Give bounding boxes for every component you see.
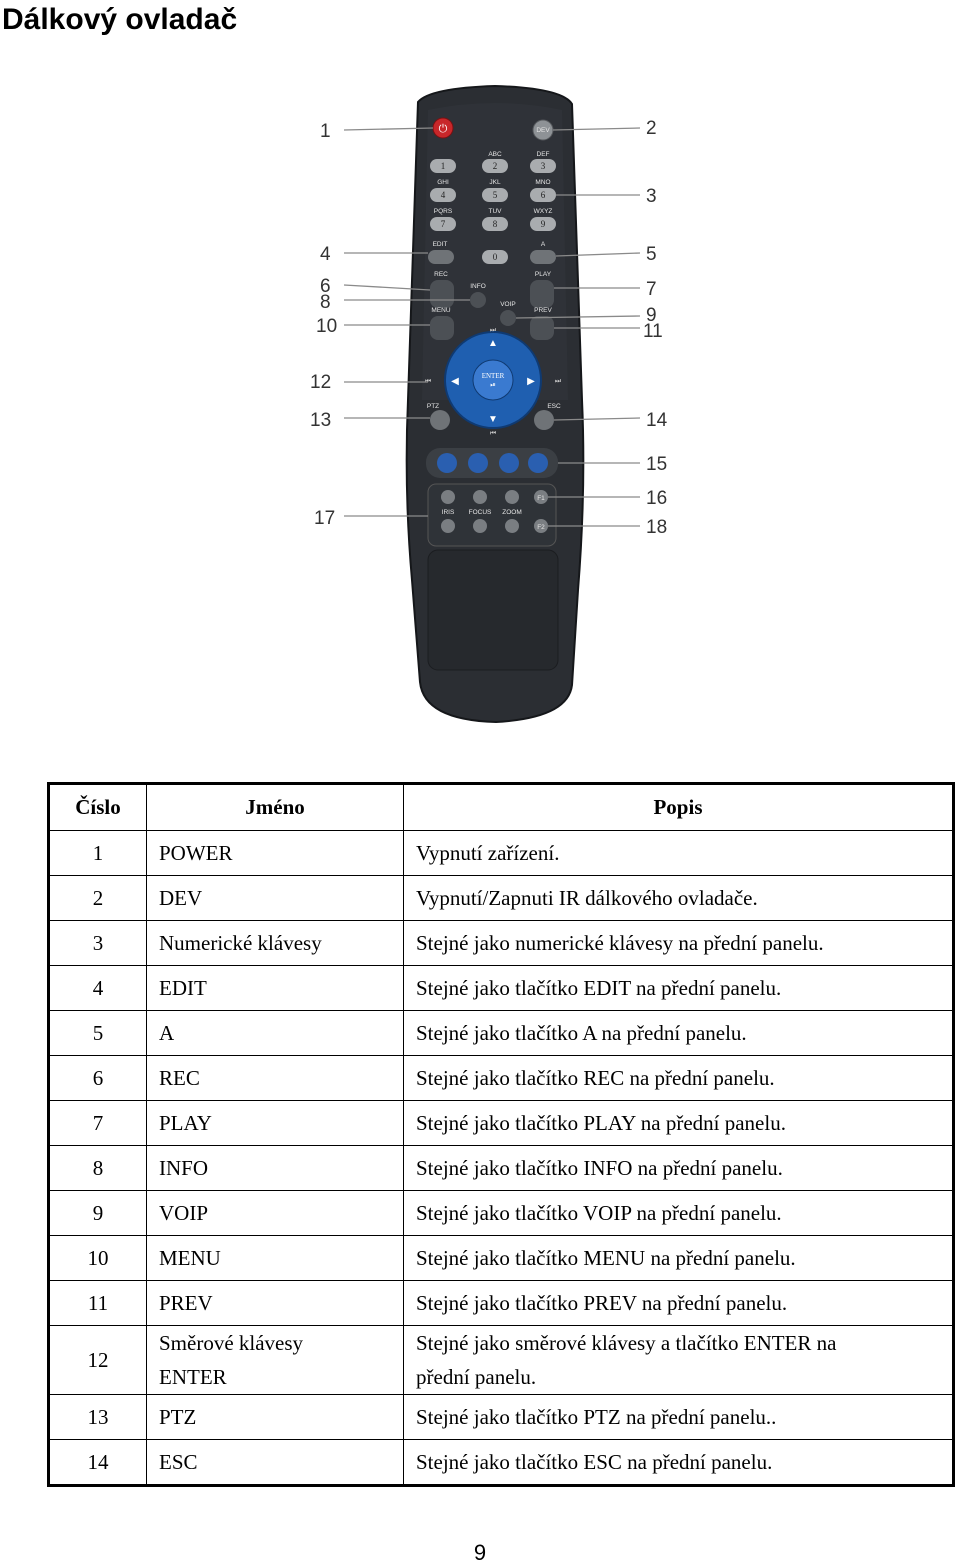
svg-text:TUV: TUV (488, 208, 502, 215)
voip-button[interactable] (500, 310, 516, 326)
page-title: Dálkový ovladač (2, 3, 238, 36)
svg-text:15: 15 (646, 454, 668, 475)
svg-text:ABC: ABC (488, 151, 502, 158)
row-name: Numerické klávesy (147, 921, 404, 966)
row-name: VOIP (147, 1191, 404, 1236)
menu-button[interactable] (430, 316, 454, 340)
arrow-left-icon: ◀ (451, 376, 459, 387)
focus-minus-button[interactable] (473, 519, 487, 533)
svg-text:GHI: GHI (437, 179, 449, 186)
svg-text:F1: F1 (537, 495, 545, 502)
row-number: 4 (49, 966, 147, 1011)
table-row (49, 1146, 954, 1191)
row-description: Stejné jako tlačítko MENU na přední panelu. (404, 1236, 954, 1281)
row-number: 8 (49, 1146, 147, 1191)
row-description: Stejné jako numerické klávesy na přední panelu. (404, 921, 954, 966)
play-button[interactable] (530, 280, 554, 308)
zoom-plus-button[interactable] (505, 490, 519, 504)
svg-text:⏮: ⏮ (489, 429, 497, 437)
table-row (49, 1440, 954, 1486)
svg-text:2: 2 (646, 118, 657, 139)
arrow-down-icon: ▼ (488, 414, 498, 425)
row-number: 13 (49, 1395, 147, 1440)
svg-text:6: 6 (540, 190, 546, 200)
svg-text:MNO: MNO (535, 179, 551, 186)
row-description: Stejné jako tlačítko REC na přední panelu. (404, 1056, 954, 1101)
row-description: Stejné jako tlačítko VOIP na přední panelu. (404, 1191, 954, 1236)
table-row (49, 1395, 954, 1440)
row-name: INFO (147, 1146, 404, 1191)
row-number: 14 (49, 1440, 147, 1486)
svg-text:⏮: ⏮ (424, 377, 432, 385)
table-row (49, 1011, 954, 1056)
svg-text:VOIP: VOIP (500, 301, 516, 308)
row-description-line: Stejné jako směrové klávesy a tlačítko ENTER na (416, 1331, 837, 1355)
arrow-up-icon: ▲ (488, 338, 498, 349)
svg-text:REC: REC (434, 271, 448, 278)
col-header-description: Popis (404, 784, 954, 831)
a-button[interactable] (530, 250, 556, 264)
svg-text:9: 9 (646, 305, 657, 326)
row-description: Stejné jako tlačítko PLAY na přední panelu. (404, 1101, 954, 1146)
button-description-table (47, 782, 955, 1487)
row-name: PTZ (147, 1395, 404, 1440)
svg-text:JKL: JKL (489, 179, 501, 186)
svg-text:INFO: INFO (470, 283, 486, 290)
zoom-minus-button[interactable] (505, 519, 519, 533)
row-name: ESC (147, 1440, 404, 1486)
svg-text:18: 18 (646, 517, 668, 538)
table-row (49, 1101, 954, 1146)
svg-text:16: 16 (646, 488, 668, 509)
table-row (49, 921, 954, 966)
svg-text:MENU: MENU (431, 307, 451, 314)
row-number: 10 (49, 1236, 147, 1281)
svg-text:PREV: PREV (534, 307, 552, 314)
svg-text:⏭: ⏭ (489, 326, 497, 334)
svg-text:PLAY: PLAY (534, 271, 552, 278)
svg-text:4: 4 (440, 190, 446, 200)
row-description: Stejné jako tlačítko A na přední panelu. (404, 1011, 954, 1056)
row-name: PLAY (147, 1101, 404, 1146)
row-number: 7 (49, 1101, 147, 1146)
row-description-line: přední panelu. (416, 1365, 537, 1389)
stop-button[interactable] (468, 453, 488, 473)
svg-text:EDIT: EDIT (432, 241, 448, 248)
svg-text:ENTER: ENTER (481, 372, 505, 380)
svg-text:IRIS: IRIS (441, 509, 455, 516)
svg-text:7: 7 (646, 279, 657, 300)
rewind-button[interactable] (437, 453, 457, 473)
row-name: REC (147, 1056, 404, 1101)
mute-button[interactable] (499, 453, 519, 473)
prev-button[interactable] (530, 316, 554, 340)
svg-text:PTZ: PTZ (426, 403, 440, 410)
row-description: Stejné jako tlačítko EDIT na přední panelu. (404, 966, 954, 1011)
svg-text:2: 2 (492, 161, 498, 171)
svg-text:5: 5 (492, 190, 498, 200)
table-row (49, 1236, 954, 1281)
svg-text:10: 10 (316, 316, 338, 337)
row-name (147, 1326, 404, 1395)
svg-text:1: 1 (320, 121, 331, 142)
page-number: 9 (473, 1540, 487, 1565)
esc-button[interactable] (534, 410, 554, 430)
table-header-row (49, 784, 954, 831)
row-number: 9 (49, 1191, 147, 1236)
table-row (49, 1056, 954, 1101)
svg-text:17: 17 (314, 508, 336, 529)
focus-plus-button[interactable] (473, 490, 487, 504)
row-description (404, 1326, 954, 1395)
row-name: EDIT (147, 966, 404, 1011)
svg-text:DEV: DEV (536, 127, 550, 134)
row-name-line: ENTER (159, 1365, 227, 1389)
row-name: DEV (147, 876, 404, 921)
row-number: 3 (49, 921, 147, 966)
row-number: 1 (49, 831, 147, 876)
table-row (49, 1281, 954, 1326)
col-header-name: Jméno (147, 784, 404, 831)
table-row (49, 876, 954, 921)
row-description: Vypnutí zařízení. (404, 831, 954, 876)
svg-text:DEF: DEF (536, 151, 550, 158)
svg-text:0: 0 (492, 252, 498, 262)
svg-text:⏯: ⏯ (490, 381, 496, 389)
svg-text:8: 8 (492, 219, 498, 229)
col-header-number: Číslo (49, 784, 147, 831)
row-description: Stejné jako tlačítko INFO na přední panelu. (404, 1146, 954, 1191)
svg-text:12: 12 (310, 372, 332, 393)
svg-text:⏻: ⏻ (438, 122, 448, 135)
remote-control-figure (300, 70, 690, 740)
row-name: A (147, 1011, 404, 1056)
ptz-button[interactable] (430, 410, 450, 430)
row-name: PREV (147, 1281, 404, 1326)
svg-text:F2: F2 (537, 524, 545, 531)
info-button[interactable] (470, 292, 486, 308)
svg-text:WXYZ: WXYZ (533, 208, 553, 215)
svg-text:PQRS: PQRS (433, 208, 453, 215)
svg-text:13: 13 (310, 410, 332, 431)
svg-text:4: 4 (320, 244, 331, 265)
svg-text:FOCUS: FOCUS (468, 509, 492, 516)
svg-text:1: 1 (440, 161, 446, 171)
svg-text:⏭: ⏭ (554, 377, 562, 385)
svg-text:11: 11 (643, 321, 663, 342)
svg-text:9: 9 (540, 219, 546, 229)
edit-button[interactable] (428, 250, 454, 264)
rec-button[interactable] (430, 280, 454, 308)
svg-text:7: 7 (440, 219, 446, 229)
svg-text:3: 3 (540, 161, 546, 171)
row-number: 2 (49, 876, 147, 921)
svg-text:A: A (540, 241, 546, 248)
svg-text:ZOOM: ZOOM (502, 509, 522, 516)
iris-plus-button[interactable] (441, 490, 455, 504)
row-number: 12 (49, 1326, 147, 1395)
row-name-line: Směrové klávesy (159, 1331, 304, 1355)
table-row (49, 1191, 954, 1236)
row-description: Vypnutí/Zapnuti IR dálkového ovladače. (404, 876, 954, 921)
table-row (49, 966, 954, 1011)
table-row (49, 1326, 954, 1395)
row-description: Stejné jako tlačítko PREV na přední panelu. (404, 1281, 954, 1326)
iris-minus-button[interactable] (441, 519, 455, 533)
audio-button[interactable] (528, 453, 548, 473)
row-name: MENU (147, 1236, 404, 1281)
svg-text:5: 5 (646, 244, 657, 265)
direction-pad[interactable] (445, 332, 541, 428)
row-description: Stejné jako tlačítko ESC na přední panelu. (404, 1440, 954, 1486)
table-row (49, 831, 954, 876)
row-number: 5 (49, 1011, 147, 1056)
svg-text:14: 14 (646, 410, 668, 431)
svg-text:ESC: ESC (547, 403, 561, 410)
row-name: POWER (147, 831, 404, 876)
row-number: 11 (49, 1281, 147, 1326)
svg-text:6: 6 (320, 276, 331, 297)
row-number: 6 (49, 1056, 147, 1101)
svg-text:8: 8 (320, 292, 331, 313)
row-description: Stejné jako tlačítko PTZ na přední panelu.. (404, 1395, 954, 1440)
svg-text:3: 3 (646, 186, 657, 207)
arrow-right-icon: ▶ (527, 376, 535, 387)
